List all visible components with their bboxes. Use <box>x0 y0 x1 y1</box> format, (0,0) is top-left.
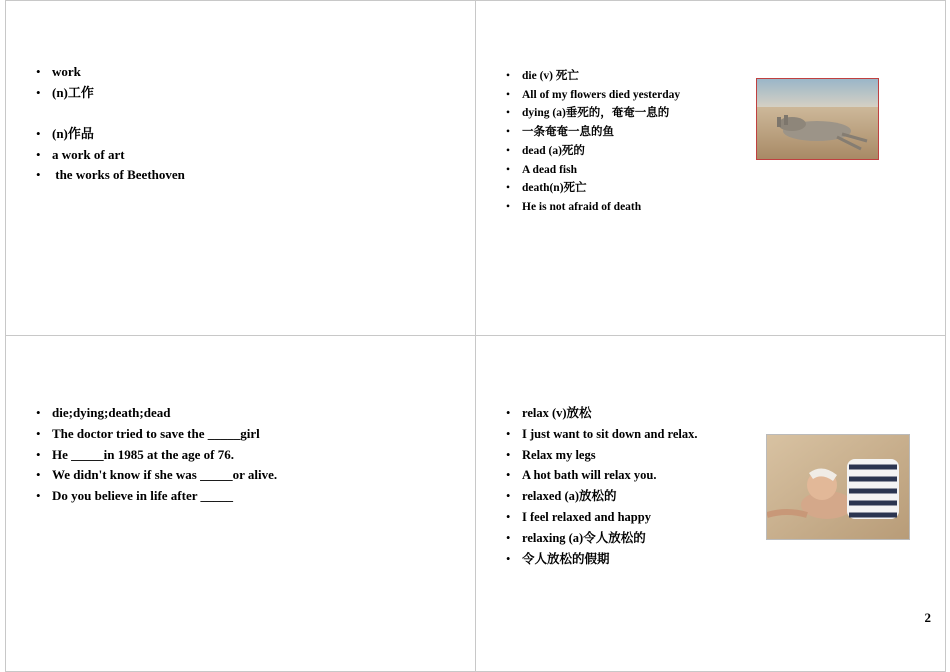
bullet-item: • relaxed (a)放松的 <box>506 486 698 507</box>
bullet-item: • He _____in 1985 at the age of 76. <box>36 445 277 466</box>
relaxing-girl-photo <box>766 434 910 540</box>
bullet-item: • The doctor tried to save the _____girl <box>36 424 277 445</box>
bullet-item: • (n)工作 <box>36 83 185 104</box>
bullet-item: • a work of art <box>36 145 185 166</box>
girl-image-icon <box>767 435 909 539</box>
bullet-item: • All of my flowers died yesterday <box>506 86 680 105</box>
donkey-image-icon <box>757 79 878 159</box>
bullet-item: • We didn't know if she was _____or alive. <box>36 465 277 486</box>
bullet-item: • 一条奄奄一息的鱼 <box>506 123 680 142</box>
slide-4-bullet-list <box>506 403 698 569</box>
bullet-item: • dying (a)垂死的，奄奄一息的 <box>506 104 680 123</box>
bullet-item: • dead (a)死的 <box>506 142 680 161</box>
slide-3-bullet-list <box>36 403 277 507</box>
bullet-item: • Relax my legs <box>506 445 698 466</box>
bullet-item: • relaxing (a)令人放松的 <box>506 528 698 549</box>
dead-donkey-photo <box>756 78 879 160</box>
page-number: 2 <box>924 610 931 625</box>
slide-2-bullet-list <box>506 67 680 217</box>
bullet-item: • Do you believe in life after _____ <box>36 486 277 507</box>
slide-1-bullet-list <box>36 62 185 186</box>
bullet-item: • the works of Beethoven <box>36 165 185 186</box>
bullet-item: • death(n)死亡 <box>506 179 680 198</box>
bullet-item: • 令人放松的假期 <box>506 549 698 570</box>
bullet-item: • relax (v)放松 <box>506 403 698 424</box>
bullet-item: • work <box>36 62 185 83</box>
bullet-item: • I just want to sit down and relax. <box>506 424 698 445</box>
bullet-item: • (n)作品 <box>36 124 185 145</box>
bullet-item: • die (v) 死亡 <box>506 67 680 86</box>
bullet-item: • I feel relaxed and happy <box>506 507 698 528</box>
bullet-item: • A dead fish <box>506 161 680 180</box>
bullet-gap <box>36 103 185 124</box>
bullet-item: • die;dying;death;dead <box>36 403 277 424</box>
bullet-item: • A hot bath will relax you. <box>506 465 698 486</box>
bullet-item: • He is not afraid of death <box>506 198 680 217</box>
